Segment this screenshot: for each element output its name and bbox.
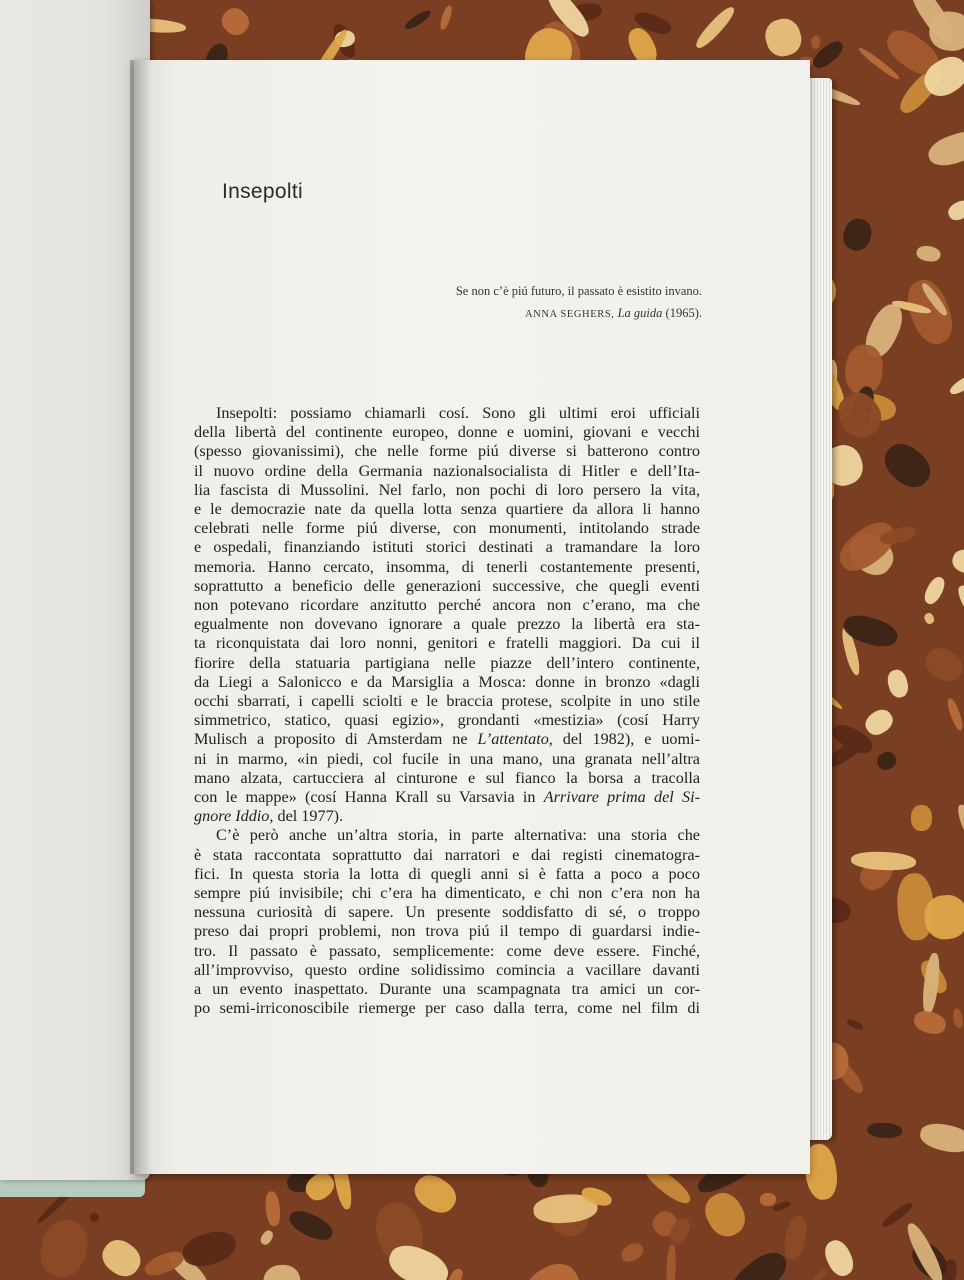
text-line: simmetrico, statico, quasi egizio», grondanti «mestizia» (cosí Harry — [194, 711, 700, 730]
text-line: soprattutto a beneficio delle generazioni successive, che quegli eventi — [194, 576, 700, 595]
terrazzo-chip — [911, 805, 932, 831]
text-line: è stata raccontata soprattutto dai narratori e dai registi cinematogra- — [194, 845, 700, 864]
epigraph-author: ANNA SEGHERS, — [525, 309, 615, 320]
terrazzo-chip — [618, 1239, 646, 1265]
text-line: e le democrazie nate da quella lotta senza quartiere da allora li hanno — [194, 500, 700, 519]
text-line: po semi-irriconoscibile riemerge per caso dalla terra, come nel film di — [194, 999, 700, 1018]
terrazzo-chip — [438, 4, 453, 31]
text-line: memoria. Hanno cercato, insomma, di tenerli costantemente presenti, — [194, 557, 700, 576]
terrazzo-chip — [851, 851, 917, 872]
text-line: Mulisch a proposito di Amsterdam ne L’attentato, del 1982), e uomi- — [194, 730, 700, 749]
text-line: C’è però anche un’altra storia, in parte alternativa: una storia che — [216, 826, 700, 845]
terrazzo-chip — [923, 612, 935, 625]
terrazzo-chip — [217, 4, 253, 40]
text-line: e ospedali, finanziando istituti storici destinati a tramandare la loro — [194, 538, 700, 557]
terrazzo-chip — [918, 1120, 964, 1156]
terrazzo-chip — [96, 1234, 146, 1280]
terrazzo-chip — [920, 643, 964, 687]
terrazzo-chip — [954, 583, 964, 631]
terrazzo-chip — [911, 1008, 947, 1037]
terrazzo-chip — [877, 436, 937, 494]
terrazzo-chip — [781, 1214, 809, 1262]
terrazzo-chip — [925, 126, 964, 171]
text-line: mano alzata, cartucciera al cinturone e sul fianco la borsa a tracolla — [194, 768, 700, 787]
terrazzo-chip — [665, 1245, 676, 1280]
text-line: fiorire della statuaria partigiana nelle piazze dell’intero continente, — [194, 653, 700, 672]
text-line: Insepolti: possiamo chiamarli cosí. Sono gli ultimi eroi ufficiali — [216, 404, 700, 422]
text-line: all’improvviso, questo ordine solidissimo comincia a vacillare davanti — [194, 960, 700, 979]
text-line: ni in marmo, «in piedi, col fucile in una mano, una granata nell’altra — [194, 749, 700, 768]
terrazzo-chip — [947, 371, 964, 398]
terrazzo-chip — [903, 1220, 947, 1280]
terrazzo-chip — [952, 1007, 964, 1029]
text-line: sempre piú invisibile; chi c’era ha dimenticato, e chi non c’era non ha — [194, 884, 700, 903]
terrazzo-chip — [761, 15, 805, 60]
terrazzo-chip — [34, 1215, 93, 1280]
body-text — [194, 404, 700, 1019]
terrazzo-chip — [874, 748, 899, 773]
text-line: da Liegi a Salonicco e da Marsiglia a Mosca: donne in bronzo «dagli — [194, 672, 700, 691]
text-line: ta riconquistata dai loro nonni, genitori e fratelli maggiori. Da cui il — [194, 634, 700, 653]
text-line: lia fascista di Mussolini. Nel farlo, non pochi di loro persero la vita, — [194, 480, 700, 499]
terrazzo-chip — [860, 705, 896, 739]
terrazzo-chip — [409, 1169, 462, 1219]
text-line: non potevano ricordare anzitutto perché ancora non c’erano, ma che — [194, 596, 700, 615]
text-line: il nuovo ordine della Germania nazionalsocialista di Hitler e dell’Ita- — [194, 461, 700, 480]
epigraph — [456, 280, 702, 326]
text-line: celebrati nelle forme piú diverse, con monumenti, intitolando strade — [194, 519, 700, 538]
terrazzo-chip — [945, 198, 964, 224]
terrazzo-chip — [264, 1190, 281, 1227]
terrazzo-chip — [760, 1193, 776, 1206]
terrazzo-chip — [845, 1017, 864, 1031]
paragraph-1 — [194, 404, 700, 730]
chapter-title: Insepolti — [222, 180, 303, 203]
terrazzo-chip — [286, 1206, 336, 1245]
terrazzo-chip — [88, 1211, 101, 1224]
terrazzo-chip — [950, 547, 964, 577]
text-line: fici. In questa storia la lotta di quegli anni si è fatta a poco a poco — [194, 864, 700, 883]
terrazzo-chip — [916, 245, 942, 264]
text-line: a un evento inaspettato. Durante una scampagnata tra amici un cor- — [194, 980, 700, 999]
terrazzo-chip — [812, 1268, 829, 1280]
paragraph-2 — [194, 826, 700, 1018]
terrazzo-chip — [693, 4, 738, 52]
spine-shadow — [130, 60, 152, 1174]
terrazzo-chip — [954, 802, 964, 858]
terrazzo-chip — [518, 1256, 587, 1280]
epigraph-work: La guida — [617, 306, 663, 320]
terrazzo-chip — [921, 574, 948, 607]
terrazzo-chip — [811, 35, 821, 49]
text-line: (spesso giovanissimi), che nelle forme piú diverse si batterono contro — [194, 442, 700, 461]
text-line: tro. Il passato è passato, semplicemente: come deve essere. Finché, — [194, 941, 700, 960]
epigraph-attribution — [456, 302, 702, 326]
epigraph-quote: Se non c’è piú futuro, il passato è esistito invano. — [455, 284, 702, 298]
epigraph-year: (1965). — [665, 306, 702, 320]
text-line: egualmente non dovevano ignorare a quale prezzo la libertà era sta- — [194, 615, 700, 634]
text-line: con le mappe» (cosí Hanna Krall su Varsavia in Arrivare prima del Si- — [194, 788, 700, 807]
left-page — [0, 0, 150, 1180]
terrazzo-chip — [945, 697, 964, 732]
terrazzo-chip — [403, 7, 433, 31]
terrazzo-chip — [773, 1201, 792, 1213]
terrazzo-chip — [699, 1186, 752, 1242]
terrazzo-chip — [866, 1122, 902, 1139]
text-line: gnore Iddio, del 1977). — [194, 807, 344, 826]
terrazzo-chip — [839, 215, 876, 255]
terrazzo-chip — [885, 668, 910, 700]
text-line: preso dai propri problemi, non trova piú il tempo di guardarsi indie- — [194, 922, 700, 941]
text-line: nessuna curiosità di sapere. Un presente soddisfatto di sé, o troppo — [194, 903, 700, 922]
terrazzo-chip — [724, 1244, 794, 1280]
terrazzo-chip — [263, 1264, 302, 1280]
terrazzo-chip — [259, 1228, 275, 1245]
text-line: della libertà del continente europeo, donne e uomini, giovani e vecchi — [194, 423, 700, 442]
text-line: occhi sbarrati, i capelli sciolti e le braccia protese, scolpite in uno stile — [194, 692, 700, 711]
terrazzo-chip — [446, 1266, 465, 1280]
